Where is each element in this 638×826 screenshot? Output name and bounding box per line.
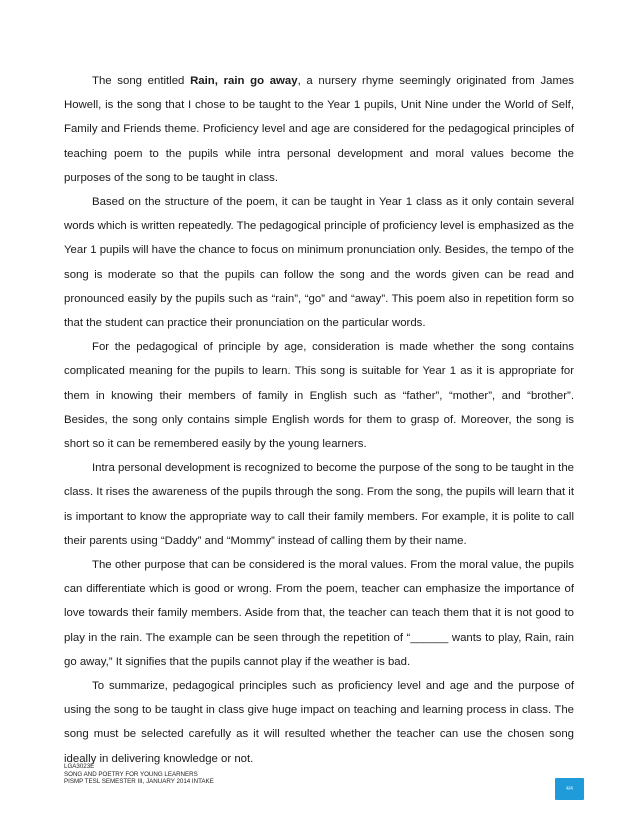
paragraph-introduction (64, 69, 574, 190)
footer-course-code: LGA3023E (64, 763, 95, 770)
paragraph-introduction-lead: The song entitled (92, 75, 191, 87)
song-title: Rain, rain go away (190, 75, 298, 87)
footer-intake: PISMP TESL SEMESTER III, JANUARY 2014 INTAKE (64, 778, 214, 786)
page-footer (64, 763, 364, 786)
page-number-label: 4/4 (566, 786, 573, 792)
paragraph-intra-personal-development: Intra personal development is recognized to become the purpose of the song to be taught in the class. It rises the awareness of the pupils through the song. From the song, the pupils will learn that it is important to know the appropriate way to call their family members. For example, it is polite to call their parents using “Daddy” and “Mommy” instead of calling them by their name. (64, 462, 574, 547)
paragraph-proficiency-level: Based on the structure of the poem, it can be taught in Year 1 class as it only contain several words which is written repeatedly. The pedagogical principle of proficiency level is emphasized as the Year 1 pupils will have the chance to focus on minimum pronunciation only. Besides, the tempo of the song is moderate so that the pupils can follow the song and the words given can be read and pronounced easily by the pupils such as “rain”, “go” and “away”. This poem also in repetition form so that the student can practice their pronunciation on the particular words. (64, 196, 574, 330)
paragraph-summary: To summarize, pedagogical principles such as proficiency level and age and the purpose of using the song to be taught in class give huge impact on teaching and learning process in class. The song must be selected carefully as it will resulted whether the teacher can use the chosen song ideally in delivering knowledge or not. (64, 680, 574, 765)
footer-course-name: SONG AND POETRY FOR YOUNG LEARNERS (64, 770, 198, 778)
page-number-badge (555, 778, 584, 800)
paragraph-age: For the pedagogical of principle by age, consideration is made whether the song contains complicated meaning for the pupils to learn. This song is suitable for Year 1 as it is appropriate for them in knowing their members of family in English such as “father”, “mother”, and “brother”. Besides, the song only contains simple English words for them to grasp of. Moreover, the song is short so it can be remembered easily by the young learners. (64, 341, 574, 451)
paragraph-introduction-rest: , a nursery rhyme seemingly originated from James Howell, is the song that I chose to be taught to the Year 1 pupils, Unit Nine under the World of Self, Family and Friends theme. Proficiency level and age are considered for the pedagogical principles of teaching poem to the pupils while intra personal development and moral values become the purposes of the song to be taught in class. (64, 75, 574, 184)
document-body (64, 69, 574, 771)
paragraph-moral-values: The other purpose that can be considered is the moral values. From the moral value, the pupils can differentiate which is good or wrong. From the poem, teacher can emphasize the importance of love towards their family members. Aside from that, the teacher can teach them that it is not good to play in the rain. The example can be seen through the repetition of “______ wants to play, Rain, rain go away,” It signifies that the pupils cannot play if the weather is bad. (64, 559, 574, 668)
